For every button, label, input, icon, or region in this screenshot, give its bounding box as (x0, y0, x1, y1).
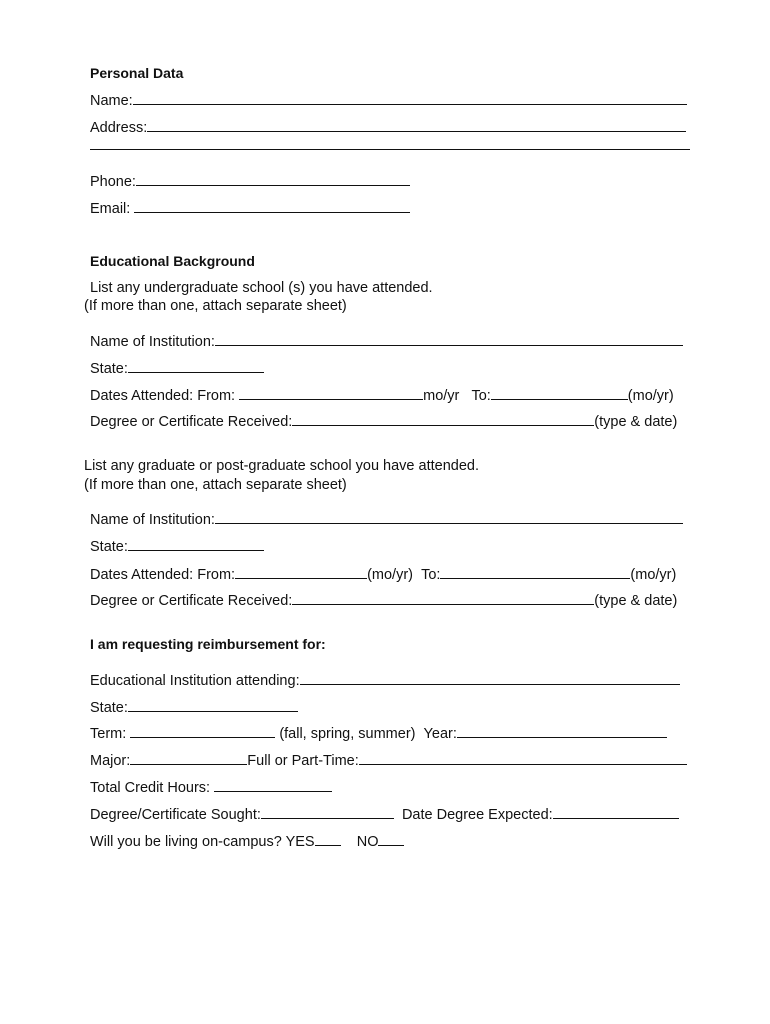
undergrad-prompt: List any undergraduate school (s) you have attended. (90, 280, 433, 296)
ug-degree-field[interactable] (292, 412, 594, 426)
reimbursement-heading: I am requesting reimbursement for: (90, 636, 326, 652)
r-major-label: Major: (90, 753, 131, 769)
g-degree-field[interactable] (292, 591, 594, 605)
g-state-field[interactable] (128, 537, 264, 551)
r-term-field[interactable] (130, 724, 275, 738)
email-label: Email: (90, 201, 131, 217)
address-label: Address: (90, 120, 148, 136)
g-state-row (90, 537, 264, 556)
g-dates-to-label: To: (421, 567, 441, 583)
g-institution-row (90, 510, 683, 529)
phone-label: Phone: (90, 174, 136, 190)
g-institution-label: Name of Institution: (90, 512, 215, 528)
name-row (90, 91, 687, 110)
ug-degree-label: Degree or Certificate Received: (90, 414, 293, 430)
r-year-label: Year: (423, 726, 457, 742)
ug-dates-from-field[interactable] (239, 386, 423, 400)
g-dates-moyr2: (mo/yr) (630, 567, 677, 583)
ug-state-field[interactable] (128, 359, 264, 373)
r-state-label: State: (90, 700, 128, 716)
g-institution-field[interactable] (215, 510, 683, 524)
grad-prompt: List any graduate or post-graduate school you have attended. (84, 458, 479, 474)
phone-row (90, 172, 410, 191)
r-year-field[interactable] (457, 724, 667, 738)
r-degree-sought-field[interactable] (261, 805, 394, 819)
r-term-label: Term: (90, 726, 127, 742)
r-campus-label: Will you be living on-campus? YES (90, 834, 315, 850)
g-dates-to-field[interactable] (440, 565, 630, 579)
r-state-field[interactable] (128, 698, 298, 712)
email-row (90, 199, 410, 218)
address-row (90, 118, 686, 137)
r-term-row (90, 724, 667, 743)
address-field[interactable] (147, 118, 686, 132)
r-institution-field[interactable] (300, 671, 680, 685)
address-line-2[interactable] (90, 149, 690, 150)
r-date-expected-field[interactable] (553, 805, 679, 819)
personal-data-heading: Personal Data (90, 65, 184, 81)
ug-institution-row (90, 332, 683, 351)
r-major-row (90, 751, 687, 770)
g-state-label: State: (90, 539, 128, 555)
ug-degree-row (90, 412, 677, 431)
ug-degree-suffix: (type & date) (594, 414, 678, 430)
ug-dates-from-label: Dates Attended: From: (90, 388, 236, 404)
g-degree-suffix: (type & date) (594, 593, 678, 609)
undergrad-note: (If more than one, attach separate sheet) (84, 298, 347, 314)
ug-dates-moyr: mo/yr (423, 388, 460, 404)
r-institution-label: Educational Institution attending: (90, 673, 300, 689)
g-degree-row (90, 591, 677, 610)
ug-state-row (90, 359, 264, 378)
grad-note: (If more than one, attach separate sheet) (84, 477, 347, 493)
r-major-field[interactable] (130, 751, 247, 765)
g-dates-from-label: Dates Attended: From: (90, 567, 236, 583)
r-campus-row (90, 832, 404, 851)
ug-institution-label: Name of Institution: (90, 334, 215, 350)
g-dates-moyr: (mo/yr) (367, 567, 413, 583)
r-credit-row (90, 778, 332, 797)
r-institution-row (90, 671, 680, 690)
r-time-field[interactable] (359, 751, 687, 765)
r-credit-field[interactable] (214, 778, 332, 792)
r-time-label: Full or Part-Time: (247, 753, 359, 769)
yes-field[interactable] (315, 832, 341, 846)
r-state-row (90, 698, 298, 717)
phone-field[interactable] (136, 172, 410, 186)
ug-dates-row (90, 386, 674, 405)
r-credit-label: Total Credit Hours: (90, 780, 211, 796)
name-label: Name: (90, 93, 133, 109)
g-dates-row (90, 565, 676, 584)
ug-dates-to-label: To: (471, 388, 491, 404)
no-field[interactable] (378, 832, 404, 846)
r-degree-row (90, 805, 679, 824)
r-no-label: NO (356, 834, 379, 850)
r-degree-sought-label: Degree/Certificate Sought: (90, 807, 261, 823)
email-field[interactable] (134, 199, 410, 213)
ug-institution-field[interactable] (215, 332, 683, 346)
r-date-expected-label: Date Degree Expected: (401, 807, 553, 823)
g-degree-label: Degree or Certificate Received: (90, 593, 293, 609)
name-field[interactable] (133, 91, 687, 105)
r-term-options: (fall, spring, summer) (279, 726, 416, 742)
ug-dates-to-field[interactable] (491, 386, 628, 400)
ug-state-label: State: (90, 361, 128, 377)
ug-dates-moyr2: (mo/yr) (627, 388, 674, 404)
educational-background-heading: Educational Background (90, 253, 255, 269)
g-dates-from-field[interactable] (235, 565, 367, 579)
